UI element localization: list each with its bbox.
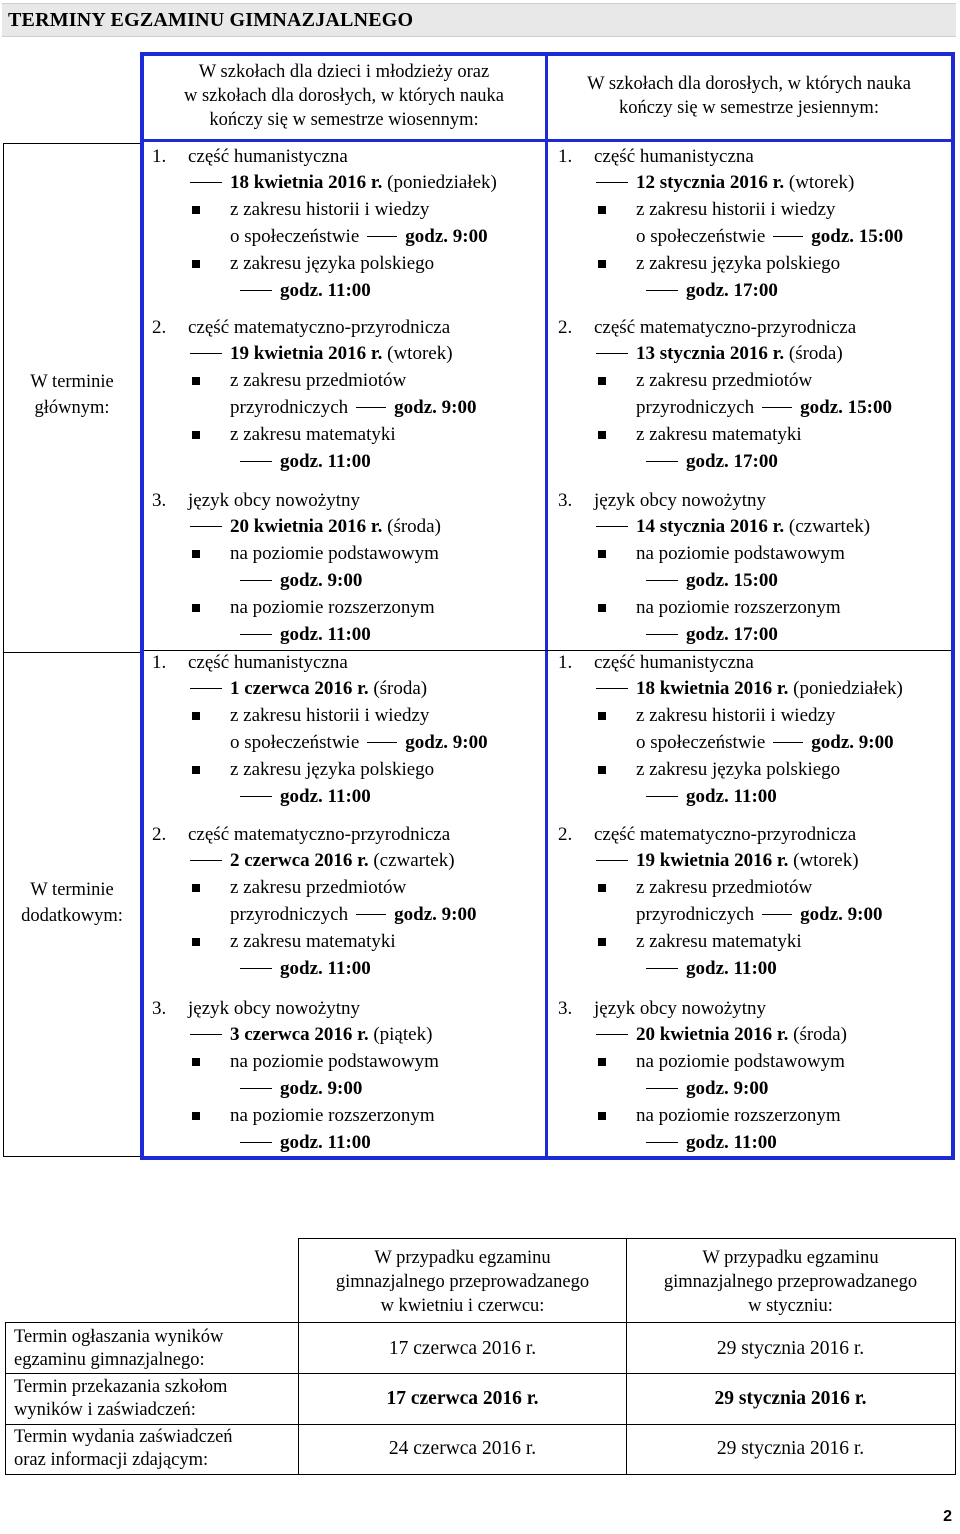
exam-weekday: (czwartek) (368, 850, 455, 871)
exam-time-line (240, 786, 371, 808)
exam-weekday: (środa) (788, 1024, 847, 1045)
exam-part: z zakresu przedmiotów (636, 370, 813, 391)
results-value-winter: 29 stycznia 2016 r. (716, 1338, 865, 1359)
exam-part: z zakresu matematyki (230, 931, 396, 952)
exam-time: godz. 9:00 (686, 1078, 769, 1099)
exam-time: godz. 11:00 (686, 786, 777, 807)
results-border (5, 1373, 956, 1374)
time-dash (646, 1088, 678, 1090)
exam-time: godz. 9:00 (280, 570, 363, 591)
exam-subject: część humanistyczna (188, 652, 348, 673)
time-dash (773, 236, 803, 238)
table-border (951, 52, 955, 1160)
exam-time: godz. 9:00 (280, 1078, 363, 1099)
exam-date-line (596, 516, 870, 538)
exam-time: godz. 15:00 (686, 570, 778, 591)
exam-date: 18 kwietnia 2016 r. (230, 172, 383, 193)
exam-subject: język obcy nowożytny (594, 998, 767, 1019)
time-dash (646, 634, 678, 636)
row-label-additional: dodatkowym: (21, 906, 123, 926)
exam-subject: język obcy nowożytny (188, 490, 361, 511)
exam-time: godz. 15:00 (800, 397, 892, 418)
exam-time-line (646, 958, 777, 980)
date-dash (596, 1034, 628, 1036)
exam-time-line (646, 786, 777, 808)
table-border (140, 52, 144, 1160)
time-dash (240, 290, 272, 292)
time-dash (240, 461, 272, 463)
bullet-square (598, 1112, 606, 1120)
exam-part: z zakresu matematyki (636, 931, 802, 952)
exam-part-cont: o społeczeństwie (230, 226, 360, 247)
exam-part: z zakresu historii i wiedzy (636, 199, 836, 220)
exam-time: godz. 17:00 (686, 451, 778, 472)
exam-part: na poziomie podstawowym (230, 1051, 439, 1072)
time-dash (356, 914, 386, 916)
exam-part: na poziomie rozszerzonym (230, 1105, 435, 1126)
row-label-main: W terminie (30, 372, 114, 392)
exam-part-time (230, 397, 477, 419)
time-dash (356, 407, 386, 409)
results-border (955, 1238, 956, 1474)
exam-weekday: (wtorek) (788, 850, 859, 871)
exam-time-line (646, 280, 778, 302)
bullet-square (192, 206, 200, 214)
title-bar (2, 3, 956, 37)
exam-date: 3 czerwca 2016 r. (230, 1024, 369, 1045)
results-value-winter: 29 stycznia 2016 r. (716, 1438, 865, 1459)
exam-time-line (240, 624, 371, 646)
time-dash (646, 580, 678, 582)
results-value-spring: 17 czerwca 2016 r. (386, 1388, 539, 1409)
exam-number: 2. (558, 317, 573, 338)
bullet-square (598, 206, 606, 214)
time-dash (367, 236, 397, 238)
time-dash (646, 461, 678, 463)
bullet-square (598, 377, 606, 385)
date-dash (596, 526, 628, 528)
bullet-square (598, 550, 606, 558)
exam-time: godz. 9:00 (394, 397, 477, 418)
exam-part: z zakresu przedmiotów (230, 877, 407, 898)
exam-time-line (646, 1132, 777, 1154)
right-column-header-line: kończy się w semestrze jesiennym: (619, 98, 879, 118)
right-column-header-line: W szkołach dla dorosłych, w których nauka (587, 74, 911, 94)
exam-subject: część humanistyczna (594, 146, 754, 167)
exam-number: 3. (558, 490, 573, 511)
results-border (5, 1424, 956, 1425)
exam-part: z zakresu języka polskiego (230, 253, 435, 274)
date-dash (190, 353, 222, 355)
exam-date-line (596, 678, 903, 700)
exam-part-cont: przyrodniczych (230, 397, 349, 418)
exam-weekday: (wtorek) (784, 172, 855, 193)
time-dash (773, 742, 803, 744)
exam-time: godz. 9:00 (405, 226, 488, 247)
table-border (545, 52, 548, 1160)
bullet-square (192, 712, 200, 720)
exam-part-time (636, 397, 892, 419)
exam-part: na poziomie rozszerzonym (636, 597, 841, 618)
exam-part-time (230, 226, 488, 248)
exam-time-line (646, 624, 778, 646)
bullet-square (598, 884, 606, 892)
date-dash (190, 526, 222, 528)
exam-date: 14 stycznia 2016 r. (636, 516, 785, 537)
exam-time-line (646, 1078, 768, 1100)
exam-part-time (230, 904, 477, 926)
time-dash (762, 914, 792, 916)
exam-weekday: (czwartek) (784, 516, 871, 537)
time-dash (646, 796, 678, 798)
exam-date-line (190, 516, 441, 538)
exam-part-time (636, 904, 883, 926)
date-dash (596, 688, 628, 690)
exam-part: z zakresu języka polskiego (230, 759, 435, 780)
exam-weekday: (poniedziałek) (382, 172, 497, 193)
exam-part-cont: o społeczeństwie (636, 732, 766, 753)
exam-part-cont: o społeczeństwie (636, 226, 766, 247)
exam-time-line (646, 451, 778, 473)
bullet-square (192, 260, 200, 268)
exam-number: 1. (558, 146, 573, 167)
exam-part: na poziomie rozszerzonym (230, 597, 435, 618)
results-border (5, 1474, 956, 1475)
date-dash (190, 1034, 222, 1036)
row-label-main: głównym: (34, 398, 110, 418)
bullet-square (598, 766, 606, 774)
results-value-spring: 24 czerwca 2016 r. (388, 1438, 537, 1459)
exam-date: 12 stycznia 2016 r. (636, 172, 785, 193)
exam-date-line (596, 343, 843, 365)
results-row-label: Termin przekazania szkołom (14, 1377, 228, 1397)
exam-time-line (646, 570, 778, 592)
exam-part: z zakresu historii i wiedzy (636, 705, 836, 726)
bullet-square (192, 1058, 200, 1066)
bullet-square (598, 938, 606, 946)
exam-time-line (240, 1078, 362, 1100)
exam-part-time (636, 226, 903, 248)
results-border (626, 1238, 627, 1474)
date-dash (596, 860, 628, 862)
table-border (3, 143, 4, 1157)
exam-subject: część humanistyczna (188, 146, 348, 167)
exam-date: 19 kwietnia 2016 r. (230, 343, 383, 364)
exam-number: 1. (152, 652, 167, 673)
exam-date-line (596, 1024, 847, 1046)
exam-time: godz. 11:00 (280, 451, 371, 472)
results-row-label: oraz informacji zdającym: (14, 1450, 209, 1470)
results-border (298, 1238, 299, 1322)
exam-number: 2. (152, 317, 167, 338)
exam-part-time (230, 732, 488, 754)
exam-date-line (596, 850, 859, 872)
exam-time: godz. 11:00 (280, 624, 371, 645)
results-row-label: wyników i zaświadczeń: (14, 1400, 196, 1420)
date-dash (190, 688, 222, 690)
bullet-square (192, 550, 200, 558)
date-dash (190, 860, 222, 862)
exam-date: 20 kwietnia 2016 r. (636, 1024, 789, 1045)
row-label-additional: W terminie (30, 880, 114, 900)
bullet-square (598, 712, 606, 720)
results-row-label: Termin ogłaszania wyników (14, 1327, 224, 1347)
exam-time: godz. 9:00 (405, 732, 488, 753)
exam-part: z zakresu historii i wiedzy (230, 705, 430, 726)
exam-time-line (240, 451, 371, 473)
exam-part: na poziomie podstawowym (230, 543, 439, 564)
time-dash (762, 407, 792, 409)
exam-number: 3. (558, 998, 573, 1019)
results-row-label: egzaminu gimnazjalnego: (14, 1350, 205, 1370)
exam-date-line (190, 343, 453, 365)
exam-subject: język obcy nowożytny (594, 490, 767, 511)
exam-number: 1. (558, 652, 573, 673)
bullet-square (192, 431, 200, 439)
table-border (3, 1156, 143, 1157)
time-dash (240, 796, 272, 798)
bullet-square (192, 938, 200, 946)
exam-weekday: (środa) (368, 678, 428, 699)
bullet-square (598, 260, 606, 268)
time-dash (240, 1142, 272, 1144)
exam-number: 1. (152, 146, 167, 167)
exam-date: 18 kwietnia 2016 r. (636, 678, 789, 699)
time-dash (240, 968, 272, 970)
time-dash (240, 1088, 272, 1090)
bullet-square (192, 766, 200, 774)
page-number: 2 (943, 1508, 952, 1525)
exam-time-line (240, 958, 371, 980)
date-dash (190, 182, 222, 184)
exam-part: z zakresu historii i wiedzy (230, 199, 430, 220)
table-border (140, 139, 955, 142)
bullet-square (192, 604, 200, 612)
exam-part-time (636, 732, 894, 754)
exam-date-line (190, 850, 455, 872)
exam-time: godz. 9:00 (394, 904, 477, 925)
exam-time: godz. 17:00 (686, 624, 778, 645)
bullet-square (598, 431, 606, 439)
exam-part: na poziomie podstawowym (636, 543, 845, 564)
results-border (5, 1322, 956, 1323)
exam-subject: część matematyczno-przyrodnicza (594, 824, 857, 845)
exam-time: godz. 15:00 (811, 226, 904, 247)
exam-part-cont: przyrodniczych (230, 904, 349, 925)
time-dash (646, 1142, 678, 1144)
bullet-square (192, 884, 200, 892)
time-dash (646, 290, 678, 292)
exam-part: z zakresu języka polskiego (636, 253, 841, 274)
exam-date-line (190, 678, 427, 700)
exam-weekday: (środa) (784, 343, 843, 364)
exam-time-line (240, 280, 371, 302)
time-dash (240, 580, 272, 582)
exam-date: 1 czerwca 2016 r. (230, 678, 369, 699)
exam-subject: część humanistyczna (594, 652, 754, 673)
date-dash (596, 182, 628, 184)
exam-time: godz. 11:00 (280, 958, 371, 979)
exam-date: 20 kwietnia 2016 r. (230, 516, 383, 537)
results-col-header: W przypadku egzaminu (374, 1248, 551, 1268)
exam-date: 13 stycznia 2016 r. (636, 343, 785, 364)
exam-date-line (190, 1024, 432, 1046)
table-border (3, 143, 143, 144)
bullet-square (192, 377, 200, 385)
exam-part: z zakresu przedmiotów (636, 877, 813, 898)
results-col-header: gimnazjalnego przeprowadzanego (335, 1272, 590, 1292)
results-border (298, 1238, 956, 1239)
exam-number: 3. (152, 998, 167, 1019)
exam-subject: część matematyczno-przyrodnicza (594, 317, 857, 338)
exam-weekday: (poniedziałek) (788, 678, 903, 699)
table-border (3, 652, 143, 653)
left-column-header-line: kończy się w semestrze wiosennym: (209, 110, 479, 130)
exam-time: godz. 11:00 (686, 958, 777, 979)
exam-subject: część matematyczno-przyrodnicza (188, 824, 451, 845)
exam-weekday: (środa) (382, 516, 441, 537)
exam-weekday: (piątek) (368, 1024, 433, 1045)
exam-time: godz. 11:00 (280, 280, 371, 301)
results-col-header: gimnazjalnego przeprowadzanego (663, 1272, 918, 1292)
exam-time: godz. 11:00 (280, 786, 371, 807)
exam-subject: część matematyczno-przyrodnicza (188, 317, 451, 338)
results-col-header: w kwietniu i czerwcu: (380, 1296, 545, 1316)
exam-part-cont: przyrodniczych (636, 904, 755, 925)
page-title: TERMINY EGZAMINU GIMNAZJALNEGO (8, 9, 414, 31)
exam-time-line (240, 570, 362, 592)
results-col-header: w styczniu: (748, 1296, 833, 1316)
results-value-spring: 17 czerwca 2016 r. (388, 1338, 537, 1359)
results-col-header: W przypadku egzaminu (702, 1248, 879, 1268)
exam-part: z zakresu matematyki (636, 424, 802, 445)
results-border (298, 1322, 299, 1474)
exam-date: 19 kwietnia 2016 r. (636, 850, 789, 871)
bullet-square (598, 1058, 606, 1066)
exam-number: 3. (152, 490, 167, 511)
exam-part: na poziomie podstawowym (636, 1051, 845, 1072)
left-column-header-line: w szkołach dla dorosłych, w których nauka (183, 86, 505, 106)
date-dash (596, 353, 628, 355)
exam-part-cont: przyrodniczych (636, 397, 755, 418)
exam-part: z zakresu matematyki (230, 424, 396, 445)
exam-part: z zakresu przedmiotów (230, 370, 407, 391)
exam-subject: język obcy nowożytny (188, 998, 361, 1019)
table-border (144, 650, 951, 651)
exam-time: godz. 9:00 (811, 732, 894, 753)
results-border (5, 1322, 6, 1474)
time-dash (240, 634, 272, 636)
results-row-label: Termin wydania zaświadczeń (14, 1427, 233, 1447)
exam-date-line (596, 172, 854, 194)
exam-number: 2. (152, 824, 167, 845)
time-dash (646, 968, 678, 970)
bullet-square (192, 1112, 200, 1120)
exam-time: godz. 11:00 (280, 1132, 371, 1153)
exam-number: 2. (558, 824, 573, 845)
exam-part: z zakresu języka polskiego (636, 759, 841, 780)
exam-part-cont: o społeczeństwie (230, 732, 360, 753)
exam-time: godz. 11:00 (686, 1132, 777, 1153)
exam-date-line (190, 172, 497, 194)
time-dash (367, 742, 397, 744)
exam-time: godz. 17:00 (686, 280, 778, 301)
left-column-header-line: W szkołach dla dzieci i młodzieży oraz (198, 62, 490, 82)
results-value-winter: 29 stycznia 2016 r. (714, 1388, 867, 1409)
exam-time-line (240, 1132, 371, 1154)
exam-weekday: (wtorek) (382, 343, 453, 364)
exam-time: godz. 9:00 (800, 904, 883, 925)
exam-date: 2 czerwca 2016 r. (230, 850, 369, 871)
exam-part: na poziomie rozszerzonym (636, 1105, 841, 1126)
bullet-square (598, 604, 606, 612)
